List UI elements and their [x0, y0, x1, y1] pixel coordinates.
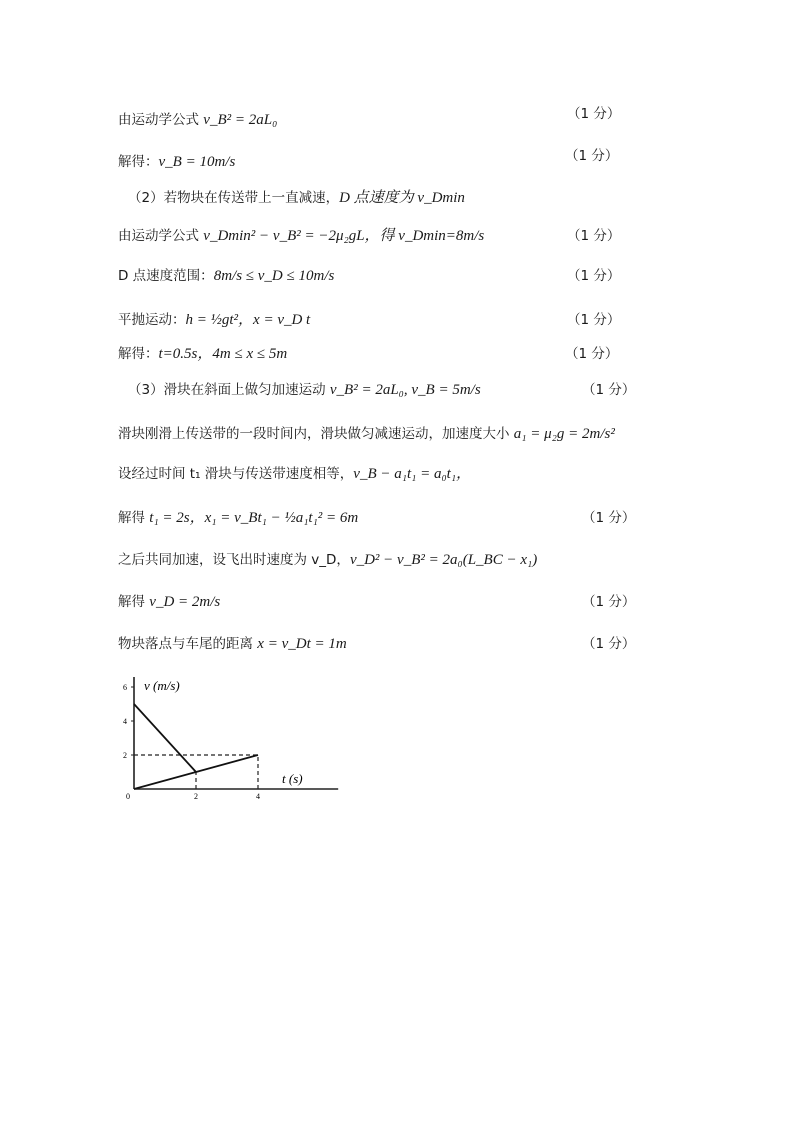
y-tick-label: 2: [123, 751, 127, 760]
y-axis-label: v (m/s): [144, 678, 180, 693]
line-math: v_D² − v_B² = 2a₀(L_BC − x₁): [349, 552, 538, 568]
line-text: 设经过时间 t₁ 滑块与传送带速度相等，: [118, 466, 354, 482]
line-text: 滑块刚滑上传送带的一段时间内，滑块做匀减速运动，加速度大小: [118, 426, 514, 442]
score-1: （1 分）: [567, 106, 621, 122]
score-14: （1 分）: [582, 636, 636, 652]
line-math: 8m/s ≤ v_D ≤ 10m/s: [213, 268, 335, 284]
line-text: 解得：: [118, 154, 159, 170]
line-math: t=0.5s，4m ≤ x ≤ 5m: [158, 346, 288, 362]
score-13: （1 分）: [582, 594, 636, 610]
line-text: D 点速度范围：: [118, 268, 214, 284]
score-2: （1 分）: [565, 148, 619, 164]
line-3: [128, 188, 688, 208]
line-9: [118, 424, 768, 444]
velocity-time-chart: [112, 670, 342, 820]
score-11: （1 分）: [582, 510, 636, 526]
line-math: t₁ = 2s，x₁ = v_Bt₁ − ½a₁t₁² = 6m: [149, 510, 359, 526]
x-tick-label: 0: [126, 792, 130, 801]
score-4: （1 分）: [567, 228, 621, 244]
line-text: 之后共同加速，设飞出时速度为 v_D，: [118, 552, 350, 568]
line-math: a₁ = μ₂g = 2m/s²: [513, 426, 615, 442]
line-text: 物块落点与车尾的距离: [118, 636, 258, 652]
line-10: [118, 464, 678, 484]
line-math: h = ½gt²，x = v_D t: [185, 312, 311, 328]
line-text: （2）若物块在传送带上一直减速，: [128, 190, 340, 206]
x-tick-label: 4: [256, 792, 260, 801]
score-6: （1 分）: [567, 312, 621, 328]
line-text: 解得: [118, 594, 150, 610]
line-text: （3）滑块在斜面上做匀加速运动: [128, 382, 330, 398]
line-12: [118, 550, 678, 570]
score-5: （1 分）: [567, 268, 621, 284]
line-text: 解得：: [118, 346, 159, 362]
score-7: （1 分）: [565, 346, 619, 362]
x-axis-label: t (s): [282, 771, 303, 786]
line-text: 平抛运动：: [118, 312, 186, 328]
line-math: v_B = 10m/s: [158, 154, 236, 170]
line-text: 解得: [118, 510, 150, 526]
score-8: （1 分）: [582, 382, 636, 398]
line-text: 由运动学公式: [118, 112, 204, 128]
x-tick-label: 2: [194, 792, 198, 801]
line-math: v_Dmin² − v_B² = −2μ₂gL，得 v_Dmin=8m/s: [203, 228, 485, 244]
series-line-2: [134, 755, 258, 789]
series-line-1: [134, 704, 196, 772]
line-math: v_B² = 2aL₀, v_B = 5m/s: [329, 382, 481, 398]
y-tick-label: 4: [123, 717, 127, 726]
line-math: v_D = 2m/s: [149, 594, 221, 610]
line-math: v_B² = 2aL₀: [203, 112, 278, 128]
line-text: 由运动学公式: [118, 228, 204, 244]
line-math: D 点速度为 v_Dmin: [339, 190, 465, 206]
line-math: x = v_Dt = 1m: [257, 636, 347, 652]
line-math: v_B − a₁t₁ = a₀t₁，: [353, 466, 472, 482]
y-tick-label: 6: [123, 683, 127, 692]
